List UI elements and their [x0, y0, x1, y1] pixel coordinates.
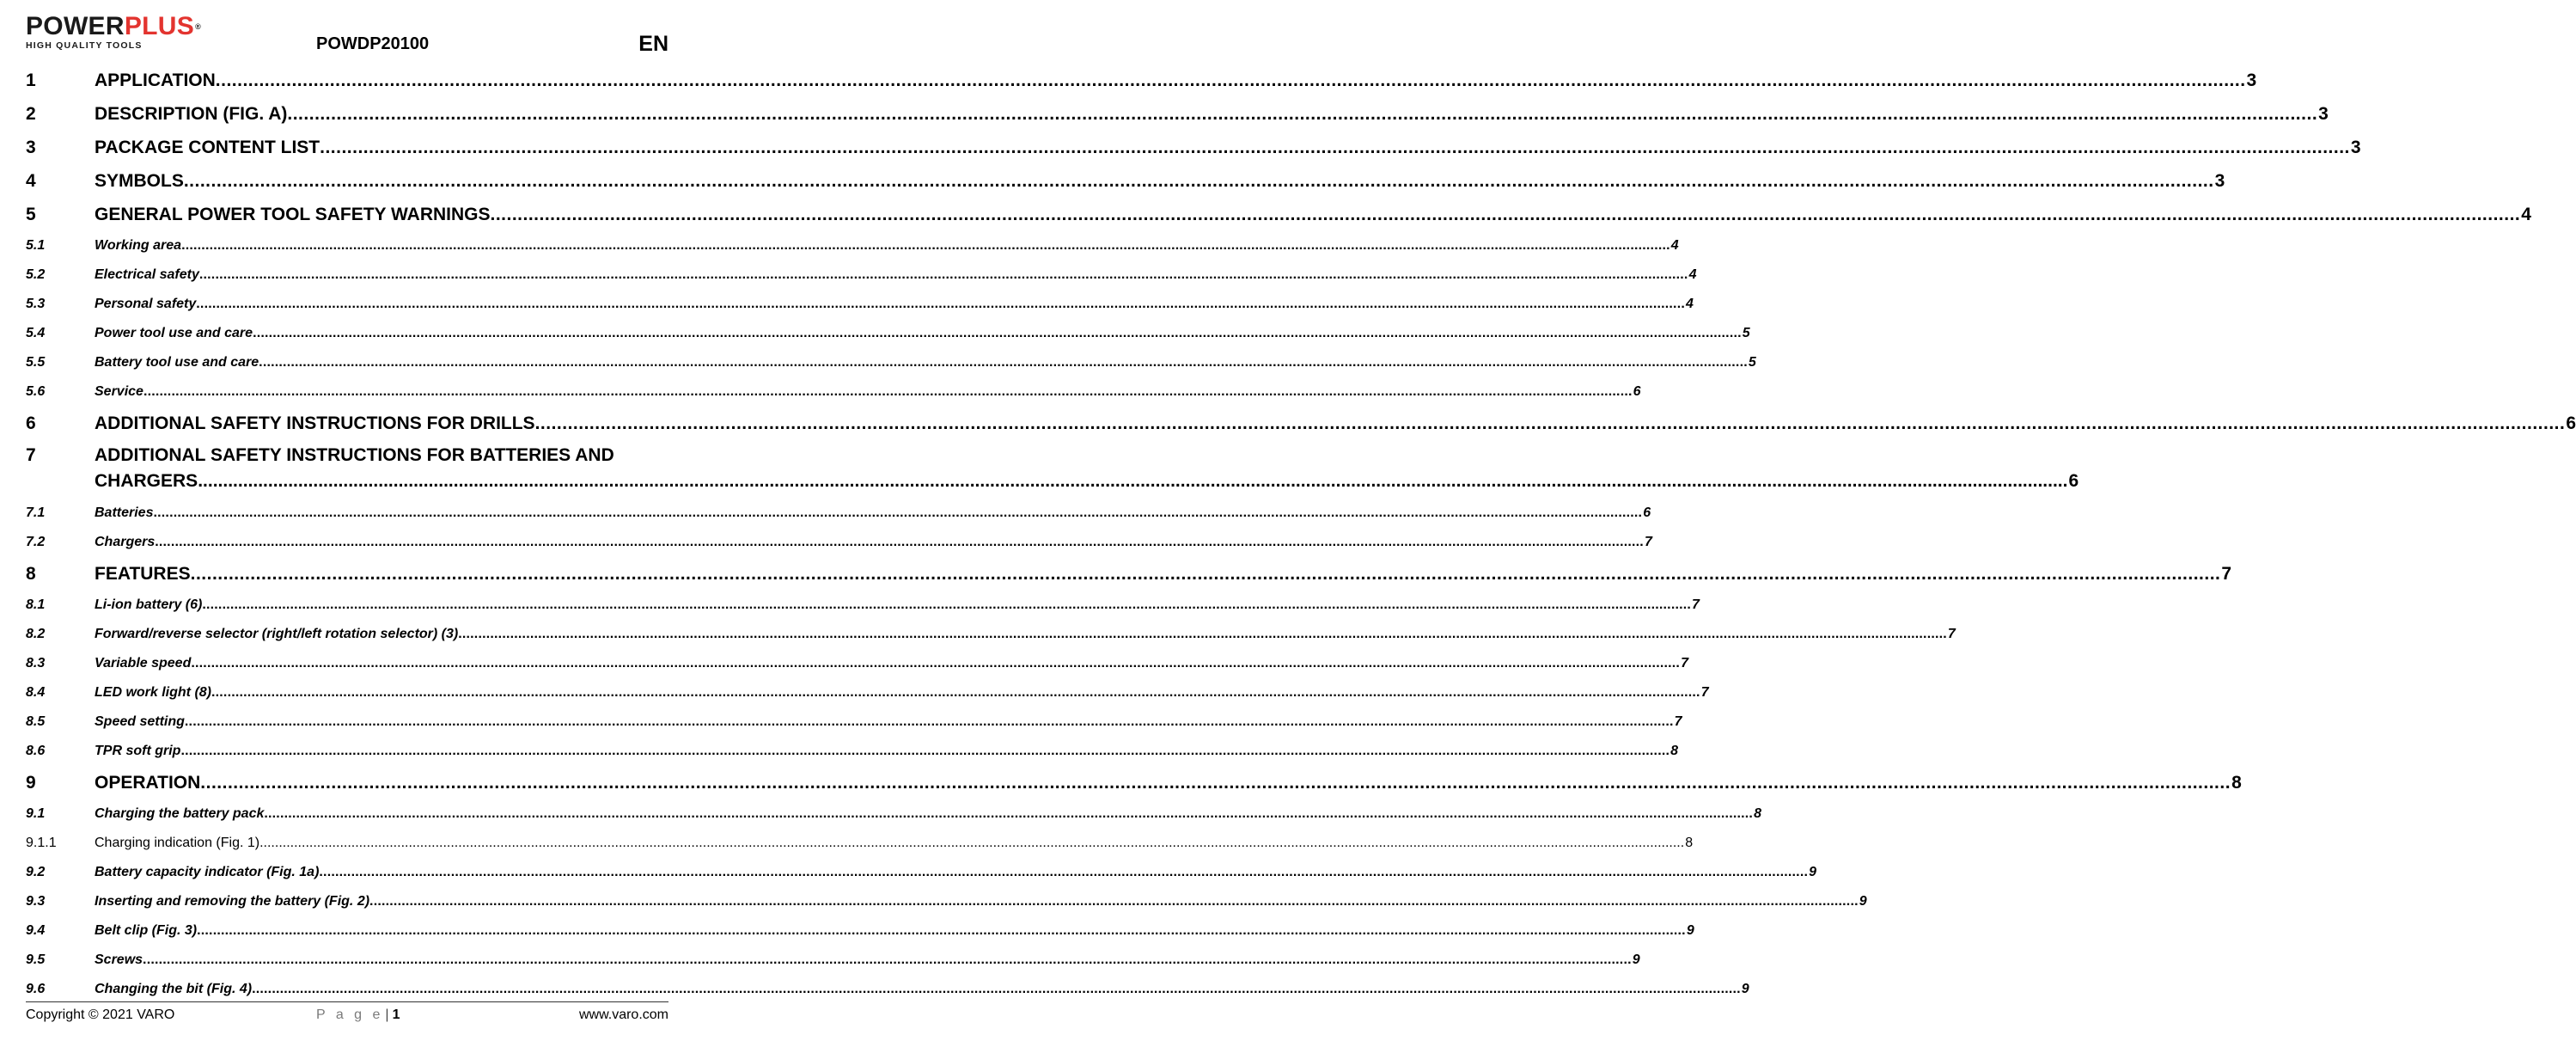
logo-plus: PLUS: [124, 12, 195, 40]
page-footer: [26, 1001, 668, 1033]
toc-leader: [320, 131, 2350, 164]
toc-leader: [319, 858, 1808, 887]
toc-entry-5-3[interactable]: [26, 290, 1694, 319]
toc-leader: [185, 707, 1674, 737]
toc-title: LED work light (8): [95, 685, 211, 700]
logo-tagline: HIGH QUALITY TOOLS: [26, 40, 143, 51]
toc-entry-8[interactable]: [26, 557, 2232, 591]
toc-title: SYMBOLS: [95, 171, 184, 191]
toc-page: 9: [1809, 865, 1817, 879]
toc-leader: [196, 290, 1685, 319]
toc-number: 4: [26, 171, 36, 191]
toc-page: 7: [1674, 714, 1682, 729]
toc-leader: [181, 231, 1670, 260]
website-url[interactable]: www.varo.com: [578, 1007, 668, 1022]
toc-entry-5-1[interactable]: [26, 231, 1679, 260]
toc-entry-1[interactable]: [26, 64, 2257, 97]
toc-leader: [369, 887, 1859, 916]
toc-title: Belt clip (Fig. 3): [95, 923, 198, 938]
toc-title: Screws: [95, 952, 143, 967]
toc-entry-9-2[interactable]: [26, 858, 1817, 887]
page-label: P a g e: [316, 1007, 384, 1022]
toc-title: Variable speed: [95, 656, 192, 671]
toc-title: APPLICATION: [95, 70, 216, 90]
page-header: [0, 0, 694, 69]
table-of-contents: [26, 64, 2576, 1004]
toc-title: Electrical safety: [95, 267, 199, 282]
toc-title: Forward/reverse selector (right/left rotation selector) (3): [95, 627, 459, 641]
toc-page: 4: [1670, 238, 1679, 253]
toc-entry-4[interactable]: [26, 164, 2225, 198]
toc-entry-8-2[interactable]: [26, 620, 1956, 649]
toc-title: Inserting and removing the battery (Fig. 2): [95, 894, 370, 909]
page-separator: |: [385, 1007, 389, 1022]
toc-page: 8: [1685, 836, 1694, 850]
toc-page: 9: [1859, 894, 1867, 909]
toc-page: 6: [2068, 471, 2079, 491]
toc-number: 5.2: [26, 267, 46, 282]
toc-title: DESCRIPTION (FIG. A): [95, 104, 288, 124]
logo-wordmark: [26, 14, 201, 40]
toc-entry-5-4[interactable]: [26, 319, 1750, 348]
toc-entry-9[interactable]: [26, 766, 2242, 799]
toc-number: 8.3: [26, 656, 46, 671]
toc-title: Charging the battery pack: [95, 806, 265, 821]
toc-entry-7[interactable]: [26, 440, 2079, 499]
toc-leader: [197, 916, 1686, 946]
toc-page: 5: [1748, 355, 1756, 370]
toc-page: 9: [1686, 923, 1694, 938]
toc-number: 3: [26, 138, 36, 157]
toc-number: 7: [26, 445, 36, 465]
powerplus-logo: [26, 14, 201, 51]
toc-number: 9.4: [26, 923, 46, 938]
toc-entry-5-2[interactable]: [26, 260, 1697, 290]
toc-title: Working area: [95, 238, 182, 253]
copyright-text: Copyright © 2021 VARO: [26, 1007, 175, 1022]
toc-number: 9.1: [26, 806, 46, 821]
toc-title: Battery capacity indicator (Fig. 1a): [95, 865, 320, 879]
toc-page: 7: [1700, 685, 1709, 700]
toc-title: GENERAL POWER TOOL SAFETY WARNINGS: [95, 205, 491, 224]
toc-number: 8.4: [26, 685, 46, 700]
page-number: 1: [392, 1007, 400, 1022]
toc-leader: [253, 319, 1742, 348]
toc-leader: [202, 591, 1691, 620]
toc-leader: [153, 499, 1642, 528]
toc-leader: [180, 737, 1670, 766]
toc-number: 9.6: [26, 982, 46, 996]
toc-leader: [143, 377, 1633, 407]
toc-leader: [155, 528, 1644, 557]
toc-number: 9: [26, 773, 36, 793]
toc-number: 5.5: [26, 355, 46, 370]
toc-leader: [200, 766, 2231, 799]
toc-entry-9-1-1[interactable]: [26, 829, 1694, 858]
toc-number: 8.6: [26, 744, 46, 758]
toc-number: 9.1.1: [26, 836, 57, 850]
toc-page: 7: [1681, 656, 1688, 671]
toc-entry-8-4[interactable]: [26, 678, 1709, 707]
toc-page: 5: [1742, 326, 1750, 340]
toc-title: ADDITIONAL SAFETY INSTRUCTIONS FOR DRILLS: [95, 413, 535, 433]
toc-title: TPR soft grip: [95, 744, 181, 758]
toc-page: 7: [1947, 627, 1956, 641]
toc-title-line2: [95, 468, 2079, 494]
toc-page: 8: [2231, 773, 2242, 793]
toc-number: 5.6: [26, 384, 46, 399]
toc-page: 8: [1754, 806, 1761, 821]
toc-title: Charging indication (Fig. 1): [95, 836, 260, 850]
toc-number: 7.2: [26, 535, 46, 549]
toc-page: 9: [1741, 982, 1749, 996]
toc-entry-5-5[interactable]: [26, 348, 1756, 377]
toc-title-block: [95, 440, 2079, 494]
toc-leader: [287, 97, 2317, 131]
toc-entry-6[interactable]: [26, 407, 2576, 440]
toc-title: Changing the bit (Fig. 4): [95, 982, 253, 996]
page-indicator: [316, 1007, 400, 1023]
toc-leader: [184, 164, 2214, 198]
toc-page: 6: [2566, 413, 2576, 433]
toc-page: 3: [2350, 138, 2361, 157]
toc-entry-3[interactable]: [26, 131, 2361, 164]
language-code: EN: [638, 32, 668, 56]
toc-title: Speed setting: [95, 714, 185, 729]
toc-page: 4: [1688, 267, 1697, 282]
toc-number: 9.3: [26, 894, 46, 909]
toc-page: 7: [1644, 535, 1652, 549]
toc-number: 9.2: [26, 865, 46, 879]
toc-entry-9-5[interactable]: [26, 946, 1640, 975]
logo-power: POWER: [26, 12, 125, 40]
toc-number: 8.1: [26, 597, 46, 612]
model-number: POWDP20100: [316, 34, 430, 53]
toc-leader: [252, 975, 1741, 1004]
toc-entry-8-6[interactable]: [26, 737, 1679, 766]
toc-leader: [143, 946, 1632, 975]
toc-title: Battery tool use and care: [95, 355, 259, 370]
toc-leader: [259, 348, 1748, 377]
toc-page: 3: [2214, 171, 2225, 191]
logo-registered-mark: ®: [195, 22, 201, 31]
toc-title: Batteries: [95, 505, 154, 520]
toc-number: 6: [26, 413, 36, 433]
toc-page: 6: [1643, 505, 1651, 520]
toc-leader: [198, 468, 2067, 494]
toc-number: 8: [26, 564, 36, 584]
toc-number: 7.1: [26, 505, 46, 520]
toc-number: 1: [26, 70, 36, 90]
toc-page: 3: [2246, 70, 2257, 90]
toc-title: Li-ion battery (6): [95, 597, 203, 612]
toc-number: 5.4: [26, 326, 46, 340]
toc-title: OPERATION: [95, 773, 201, 793]
toc-page: 4: [2521, 205, 2531, 224]
toc-number: 2: [26, 104, 36, 124]
toc-leader: [199, 260, 1688, 290]
toc-entry-8-1[interactable]: [26, 591, 1700, 620]
toc-leader: [216, 64, 2246, 97]
toc-title: Chargers: [95, 535, 156, 549]
toc-leader: [259, 829, 1684, 858]
toc-entry-5-6[interactable]: [26, 377, 1641, 407]
toc-leader: [191, 557, 2221, 591]
toc-title-continued: CHARGERS: [95, 471, 198, 491]
toc-number: 5.3: [26, 297, 46, 311]
toc-page: 7: [1692, 597, 1700, 612]
toc-entry-9-1[interactable]: [26, 799, 1761, 829]
toc-entry-2[interactable]: [26, 97, 2329, 131]
toc-page: 7: [2221, 564, 2232, 584]
toc-leader: [191, 649, 1680, 678]
toc-title: PACKAGE CONTENT LIST: [95, 138, 320, 157]
toc-entry-8-3[interactable]: [26, 649, 1688, 678]
toc-title: Personal safety: [95, 297, 197, 311]
toc-page: 3: [2318, 104, 2329, 124]
toc-entry-5[interactable]: [26, 198, 2531, 231]
toc-leader: [264, 799, 1753, 829]
toc-leader: [535, 407, 2566, 440]
toc-entry-7-2[interactable]: [26, 528, 1652, 557]
toc-entry-7-1[interactable]: [26, 499, 1651, 528]
toc-number: 8.5: [26, 714, 46, 729]
toc-number: 8.2: [26, 627, 46, 641]
toc-entry-9-3[interactable]: [26, 887, 1867, 916]
toc-entry-8-5[interactable]: [26, 707, 1682, 737]
toc-title: Power tool use and care: [95, 326, 253, 340]
toc-leader: [211, 678, 1700, 707]
toc-page: 9: [1632, 952, 1640, 967]
toc-entry-9-4[interactable]: [26, 916, 1694, 946]
toc-number: 5: [26, 205, 36, 224]
toc-leader: [491, 198, 2521, 231]
toc-number: 5.1: [26, 238, 46, 253]
toc-page: 4: [1685, 297, 1694, 311]
toc-number: 9.5: [26, 952, 46, 967]
toc-page: 8: [1670, 744, 1679, 758]
toc-title: ADDITIONAL SAFETY INSTRUCTIONS FOR BATTERIES AND: [95, 445, 614, 465]
toc-title: Service: [95, 384, 143, 399]
toc-leader: [458, 620, 1947, 649]
toc-page: 6: [1633, 384, 1641, 399]
toc-title: FEATURES: [95, 564, 191, 584]
toc-entry-9-6[interactable]: [26, 975, 1749, 1004]
